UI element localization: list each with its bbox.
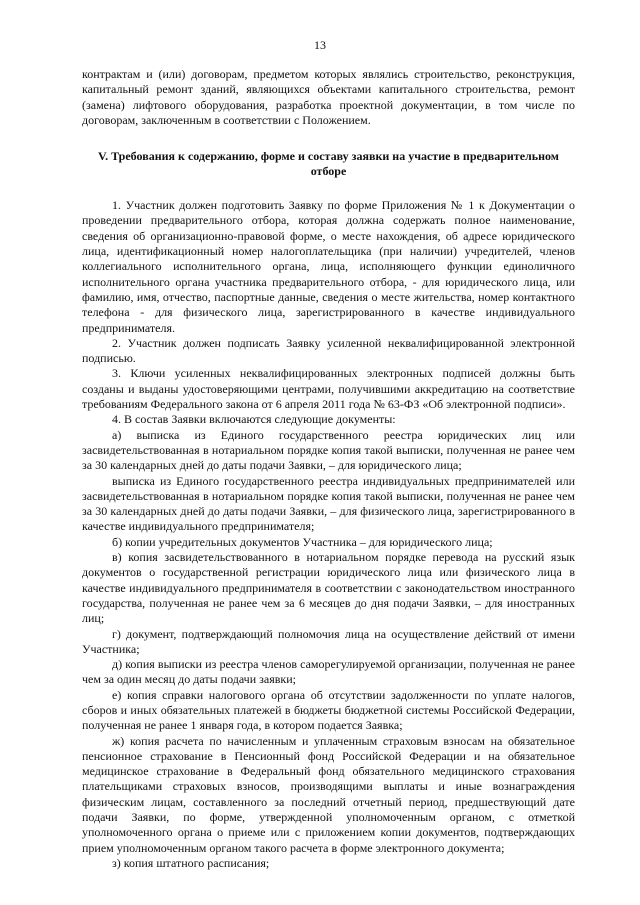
list-item-d: д) копия выписки из реестра членов саморегулируемой организации, полученная не ранее чем за один месяц до даты подачи заявки; — [82, 657, 575, 687]
list-item-a-ip: выписка из Единого государственного реестра индивидуальных предпринимателей или засвидетельствованная в нотариальном порядке копия такой выписки, полученная не ранее чем за 30 календарных дней до даты подачи Заявки, – для физического лица, зарегистрированного в качестве индивидуального предпринимателя; — [82, 473, 575, 534]
paragraph-4: 4. В состав Заявки включаются следующие документы: — [112, 412, 396, 427]
page-number: 13 — [314, 38, 326, 52]
list-item-zh: ж) копия расчета по начисленным и уплаченным страховым взносам на обязательное пенсионное страхование в Пенсионный фонд Российской Федерации и на обязательное медицинское страхование в Федеральный фонд обязательного медицинского страхования плательщиками страховых взносов, производящими выплаты и иные вознаграждения физическим лицам, составленного за последний отчетный период, предшествующий дате подачи Заявки, по форме, утвержденной уполномоченным органом, с отметкой уполномоченного органа о приеме или с приложением копии документов, подтверждающих прием уполномоченным органом такого расчета в форме электронного документа; — [82, 733, 575, 855]
list-item-b: б) копии учредительных документов Участника – для юридического лица; — [112, 534, 493, 549]
paragraph-2: 2. Участник должен подписать Заявку усиленной неквалифицированной электронной подписью. — [82, 335, 575, 366]
intro-paragraph: контрактам и (или) договорам, предметом которых являлись строительство, реконструкция, капитальный ремонт зданий, являющихся объектами капитального строительства, ремонт (замена) лифтового оборудования, разработка проектной документации, в том числе по договорам, заключенным в соответствии с Положением. — [82, 67, 575, 127]
paragraph-1: 1. Участник должен подготовить Заявку по форме Приложения № 1 к Документации о проведении предварительного отбора, которая должна содержать полное наименование, сведения об организационно-правовой форме, о месте нахождения, об адресе юридического лица, идентификационный номер налогоплательщика (при наличии) учредителей, членов коллегиального исполнительного органа, лица, исполняющего функции единоличного исполнительного органа участника предварительного отбора, - для юридического лица, или фамилию, имя, отчество, паспортные данные, сведения о месте жительства, номер контактного телефона - для физического лица, зарегистрированного в качестве индивидуального предпринимателя. — [82, 198, 575, 335]
list-item-a: а) выписка из Единого государственного реестра юридических лиц или засвидетельствованная в нотариальном порядке копия такой выписки, полученная не ранее чем за 30 календарных дней до даты подачи Заявки, – для юридического лица; — [82, 427, 575, 473]
list-item-v: в) копия засвидетельствованного в нотариальном порядке перевода на русский язык документов о государственной регистрации юридического лица или физического лица в качестве индивидуального предпринимателя в соответствии с законодательством иностранного государства, полученная не ранее чем за 6 месяцев до дня подачи Заявки, – для иностранных лиц; — [82, 550, 575, 626]
page-content — [82, 67, 575, 871]
list-item-z: з) копия штатного расписания; — [112, 855, 270, 870]
section-heading: V. Требования к содержанию, форме и составу заявки на участие в предварительном отборе — [98, 149, 559, 178]
list-item-e: е) копия справки налогового органа об отсутствии задолженности по уплате налогов, сборов и иных обязательных платежей в бюджеты бюджетной системы Российской Федерации, полученная не ранее 1 января года, в котором подается Заявка; — [82, 687, 575, 733]
paragraph-3: 3. Ключи усиленных неквалифицированных электронных подписей должны быть созданы и выданы удостоверяющими центрами, получившими аккредитацию на соответствие требованиям Федерального закона от 6 апреля 2011 года № 63-ФЗ «Об электронной подписи». — [82, 366, 575, 412]
list-item-g: г) документ, подтверждающий полномочия лица на осуществление действий от имени Участника; — [82, 626, 575, 656]
